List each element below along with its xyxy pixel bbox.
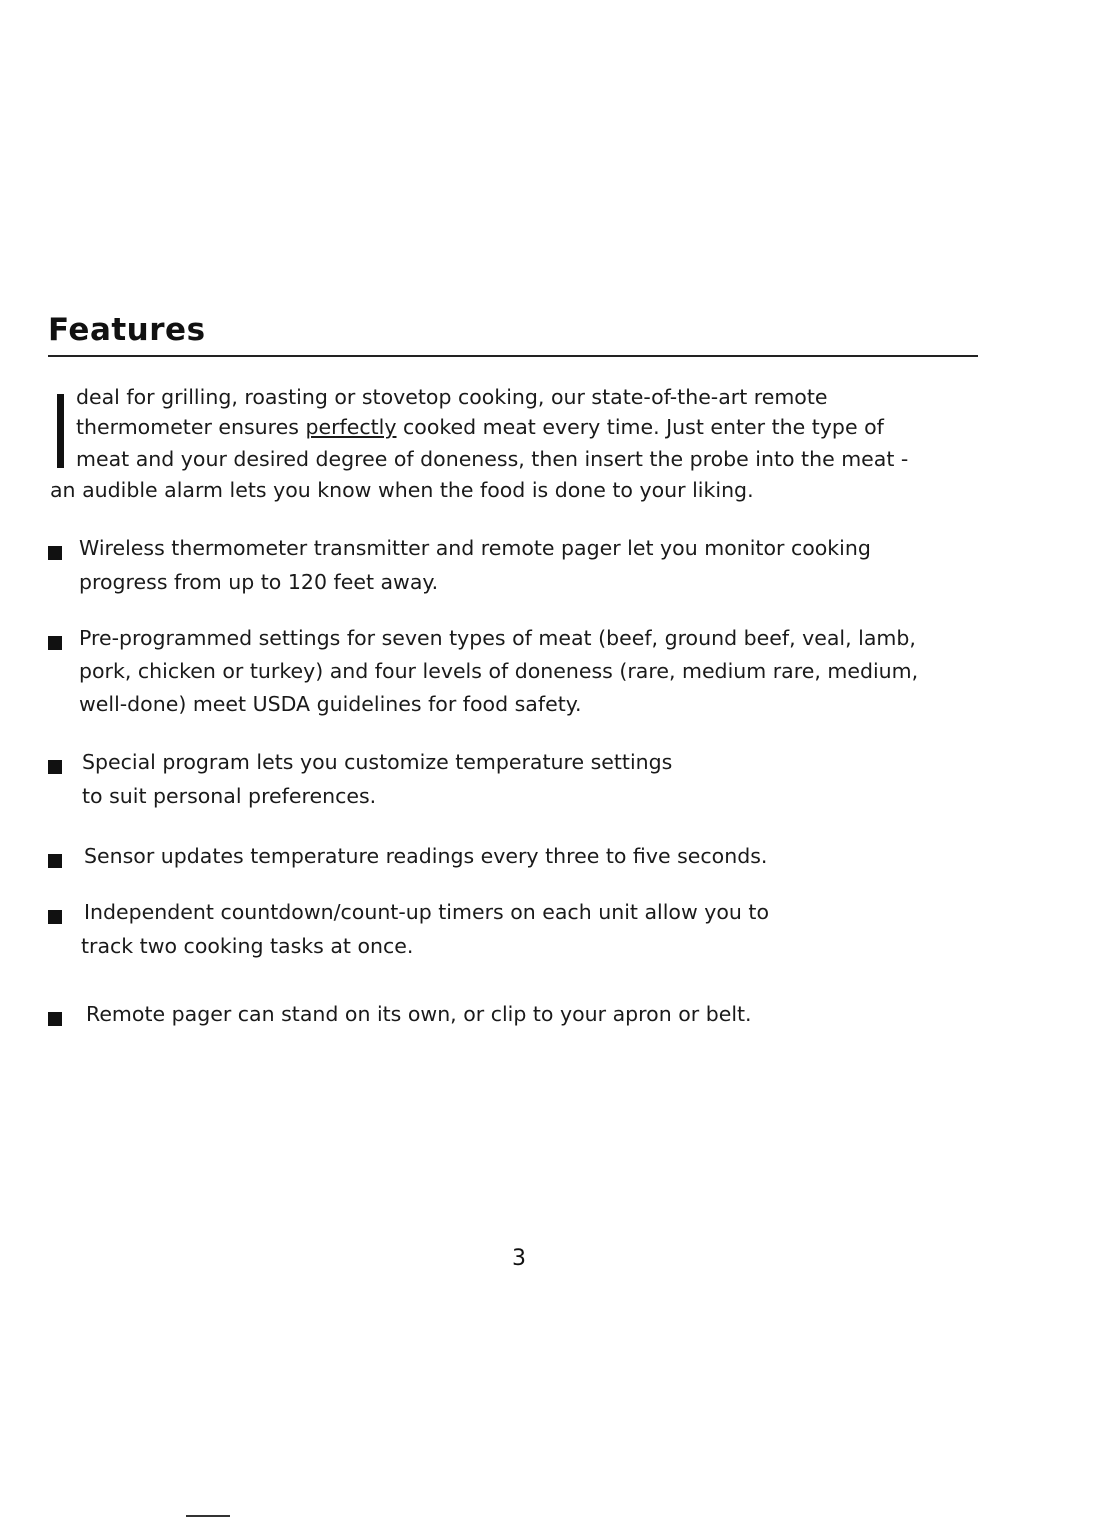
intro-line-2 [76, 417, 884, 438]
feature-text: track two cooking tasks at once. [81, 934, 414, 958]
scan-artifact-line [186, 1515, 230, 1517]
intro-line-2-end: cooked meat every time. Just enter the type of [396, 415, 884, 439]
bullet-square-icon [48, 1012, 62, 1026]
feature-text: pork, chicken or turkey) and four levels of doneness (rare, medium rare, medium, [79, 659, 919, 683]
feature-text: to suit personal preferences. [82, 784, 377, 808]
bullet-square-icon [48, 760, 62, 774]
bullet-square-icon [48, 854, 62, 868]
page-title: Features [48, 312, 206, 348]
feature-text: Wireless thermometer transmitter and remote pager let you monitor cooking [79, 536, 871, 560]
heading-rule [48, 355, 978, 357]
feature-text: Special program lets you customize temperature settings [82, 750, 673, 774]
intro-line-4: an audible alarm lets you know when the food is done to your liking. [50, 478, 754, 502]
feature-text: Sensor updates temperature readings every three to five seconds. [84, 844, 768, 868]
feature-text: Independent countdown/count-up timers on each unit allow you to [84, 900, 769, 924]
page-number: 3 [512, 1246, 526, 1271]
feature-text: well-done) meet USDA guidelines for food safety. [79, 692, 582, 716]
bullet-square-icon [48, 546, 62, 560]
bullet-square-icon [48, 636, 62, 650]
intro-line-3: meat and your desired degree of doneness, then insert the probe into the meat - [76, 447, 909, 471]
intro-line-1: deal for grilling, roasting or stovetop cooking, our state-of-the-art remote [76, 385, 828, 409]
underlined-word: perfectly [305, 415, 397, 439]
feature-text: Pre-programmed settings for seven types of meat (beef, ground beef, veal, lamb, [79, 626, 916, 650]
feature-text: progress from up to 120 feet away. [79, 570, 439, 594]
bullet-square-icon [48, 910, 62, 924]
feature-text: Remote pager can stand on its own, or clip to your apron or belt. [86, 1002, 752, 1026]
intro-line-2-start: thermometer ensures [76, 415, 306, 439]
drop-cap-i [57, 394, 64, 468]
